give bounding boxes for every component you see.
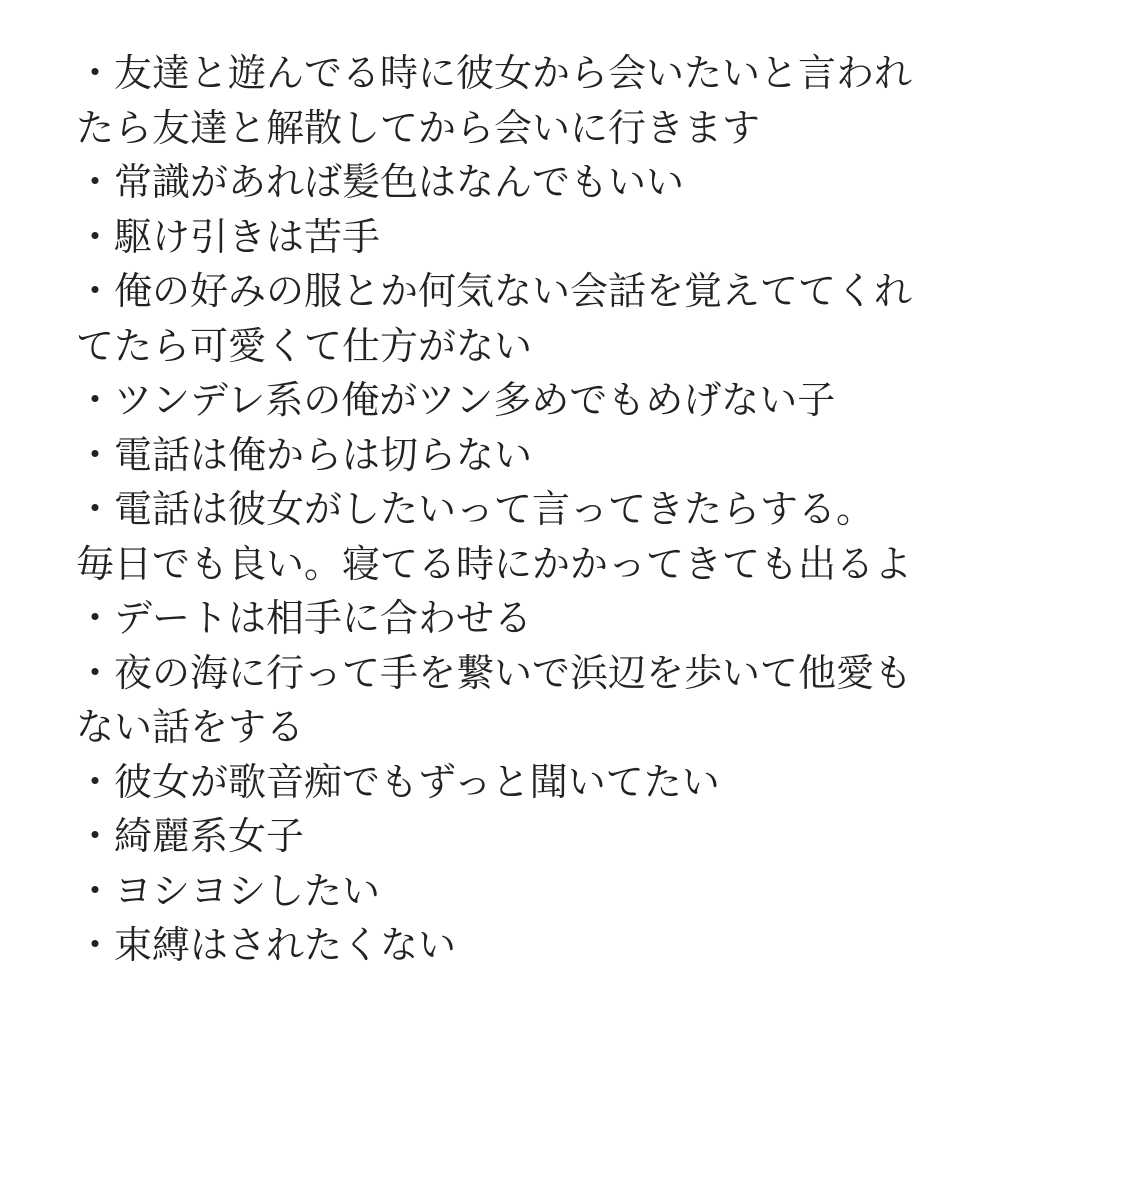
- text-line: ・電話は彼女がしたいって言ってきたらする。: [76, 487, 875, 531]
- text-line: 毎日でも良い。寝てる時にかかってきても出るよ: [76, 541, 913, 586]
- text-line: ・俺の好みの服とか何気ない会話を覚えててくれ: [76, 269, 913, 313]
- text-line: ない話をする: [76, 705, 305, 749]
- text-line: ・ツンデレ系の俺がツン多めでもめげない子: [76, 378, 836, 422]
- text-line: ・ヨシヨシしたい: [76, 868, 381, 913]
- text-line: ・彼女が歌音痴でもずっと聞いてたい: [76, 759, 720, 804]
- text-line: ・友達と遊んでる時に彼女から会いたいと言われ: [76, 51, 913, 95]
- note-text-block: [76, 46, 1086, 973]
- text-line: ・綺麗系女子: [76, 814, 305, 858]
- text-line: ・電話は俺からは切らない: [76, 432, 533, 477]
- text-line: ・常識があれば髪色はなんでもいい: [76, 160, 685, 204]
- text-line: たら友達と解散してから会いに行きます: [76, 105, 761, 150]
- text-line: ・デートは相手に合わせる: [76, 596, 533, 640]
- text-line: ・駆け引きは苦手: [76, 214, 381, 259]
- text-line: ・夜の海に行って手を繋いで浜辺を歩いて他愛も: [76, 650, 913, 695]
- text-line: てたら可愛くて仕方がない: [76, 323, 533, 368]
- text-line: ・束縛はされたくない: [76, 923, 457, 967]
